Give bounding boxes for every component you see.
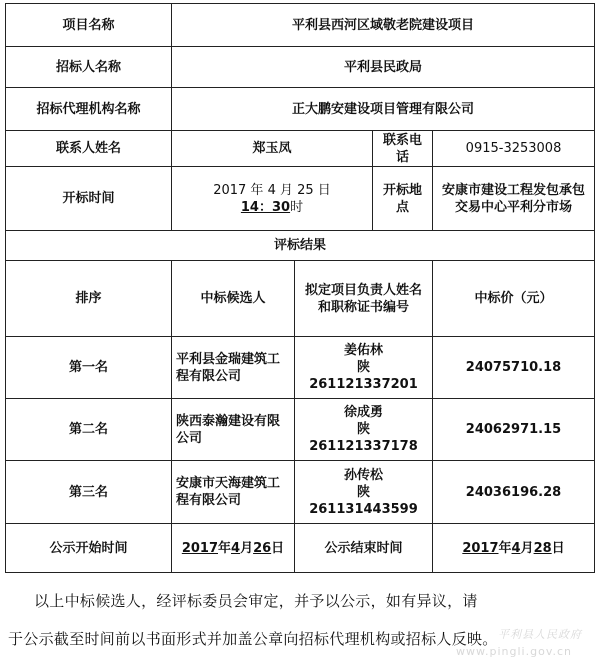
watermark-title: 平利县人民政府 [498, 628, 582, 641]
price-header: 中标价（元） [433, 261, 595, 337]
opening-hour: 14：30 [240, 199, 291, 215]
manager-name: 姜佑林 [343, 343, 383, 358]
project-value: 平利县西河区域敬老院建设项目 [172, 4, 595, 47]
opening-place-label: 开标地点 [373, 167, 433, 231]
notice-line-2: 于公示截至时间前以书面形式并加盖公章向招标代理机构或招标人反映。 [8, 630, 498, 648]
opening-hour-suffix: 时 [290, 199, 304, 215]
tenderer-row [6, 47, 595, 88]
publicity-end-value [433, 524, 595, 573]
project-row [6, 4, 595, 47]
candidate-cell: 平利县金瑞建筑工程有限公司 [172, 337, 295, 399]
manager-cert: 261131443599 [309, 501, 418, 517]
opening-hour-line [176, 199, 368, 216]
start-month: 4 [231, 540, 241, 556]
rank-cell: 第三名 [6, 461, 172, 524]
manager-prov: 陕 [356, 422, 370, 437]
rank-cell: 第二名 [6, 399, 172, 461]
result-header-row [6, 261, 595, 337]
candidate-cell: 陕西泰瀚建设有限公司 [172, 399, 295, 461]
result-title: 评标结果 [6, 231, 595, 261]
opening-date: 2017 年 4 月 25 日 [213, 182, 331, 198]
rank-header: 排序 [6, 261, 172, 337]
month-unit: 月 [520, 540, 534, 556]
candidate-header: 中标候选人 [172, 261, 295, 337]
agency-value: 正大鹏安建设项目管理有限公司 [172, 88, 595, 131]
opening-time-value [172, 167, 373, 231]
bid-result-table [5, 3, 595, 573]
tenderer-label: 招标人名称 [6, 47, 172, 88]
manager-cell [295, 461, 433, 524]
manager-cert: 261121337201 [309, 377, 418, 392]
manager-name: 徐成勇 [343, 405, 383, 420]
table-row [6, 399, 595, 461]
notice-line-1: 以上中标候选人，经评标委员会审定，并予以公示，如有异议，请 [34, 592, 478, 610]
price-cell: 24036196.28 [433, 461, 595, 524]
rank-cell: 第一名 [6, 337, 172, 399]
year-unit: 年 [498, 540, 512, 556]
manager-cell [295, 399, 433, 461]
manager-prov: 陕 [356, 484, 370, 500]
manager-prov: 陕 [356, 360, 370, 375]
price-cell: 24075710.18 [433, 337, 595, 399]
year-unit: 年 [218, 540, 232, 556]
end-month: 4 [511, 540, 521, 556]
end-day: 28 [533, 540, 552, 556]
table-row [6, 337, 595, 399]
agency-label: 招标代理机构名称 [6, 88, 172, 131]
manager-cell [295, 337, 433, 399]
opening-place-value: 安康市建设工程发包承包交易中心平利分市场 [433, 167, 595, 231]
watermark-url: www.pingli.gov.cn [456, 645, 572, 658]
manager-header: 拟定项目负责人姓名和职称证书编号 [295, 261, 433, 337]
start-year: 2017 [181, 540, 218, 556]
day-unit: 日 [551, 540, 565, 556]
phone-value: 0915-3253008 [433, 131, 595, 167]
opening-row [6, 167, 595, 231]
contact-row [6, 131, 595, 167]
candidate-cell: 安康市天海建筑工程有限公司 [172, 461, 295, 524]
result-title-row [6, 231, 595, 261]
contact-value: 郑玉凤 [172, 131, 373, 167]
day-unit: 日 [271, 540, 285, 556]
publicity-start-value [172, 524, 295, 573]
agency-row [6, 88, 595, 131]
contact-label: 联系人姓名 [6, 131, 172, 167]
start-day: 26 [253, 540, 272, 556]
project-label: 项目名称 [6, 4, 172, 47]
phone-label: 联系电话 [373, 131, 433, 167]
publicity-start-label: 公示开始时间 [6, 524, 172, 573]
publicity-row [6, 524, 595, 573]
manager-cert: 261121337178 [309, 439, 418, 454]
manager-name: 孙传松 [343, 467, 383, 483]
table-row [6, 461, 595, 524]
price-cell: 24062971.15 [433, 399, 595, 461]
tenderer-value: 平利县民政局 [172, 47, 595, 88]
month-unit: 月 [240, 540, 254, 556]
opening-time-label: 开标时间 [6, 167, 172, 231]
end-year: 2017 [462, 540, 499, 556]
publicity-end-label: 公示结束时间 [295, 524, 433, 573]
